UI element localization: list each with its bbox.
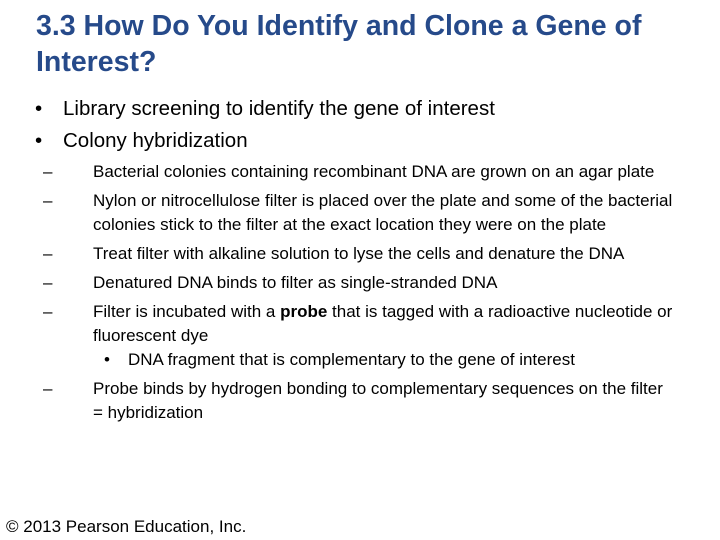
sub-bullet-text-start: Filter is incubated with a (93, 302, 281, 321)
sub-bullet-item (43, 377, 673, 425)
sub-bullet-text: Bacterial colonies containing recombinant DNA are grown on an agar plate (93, 162, 655, 181)
dash-marker: – (43, 379, 53, 398)
bullet-text: Library screening to identify the gene of interest (63, 97, 495, 120)
bullet-list (0, 96, 720, 430)
bullet-item (35, 128, 703, 160)
sub-bullet-item (43, 189, 673, 237)
sub-bullet-item (43, 242, 673, 266)
copyright-footer: © 2013 Pearson Education, Inc. (6, 517, 247, 536)
dash-marker: – (43, 273, 53, 292)
sub-bullet-text: Treat filter with alkaline solution to lyse the cells and denature the DNA (93, 244, 625, 263)
sub-bullet-text-end: that is tagged with a radioactive nucleotide or fluorescent dye (93, 302, 673, 345)
sub-bullet-text: Probe binds by hydrogen bonding to complementary sequences on the filter = hybridization (93, 379, 663, 422)
probe-keyword: probe (280, 302, 328, 321)
sub-bullet-text: Nylon or nitrocellulose filter is placed over the plate and some of the bacterial colonies stick to the filter at the exact location they were on the plate (93, 191, 673, 234)
bullet-marker: • (35, 129, 43, 152)
sub-sub-bullet-item (104, 348, 688, 372)
slide-title: 3.3 How Do You Identify and Clone a Gene of Interest? (36, 10, 642, 78)
dash-marker: – (43, 191, 53, 210)
dash-marker: – (43, 244, 53, 263)
bullet-text: Colony hybridization (63, 129, 248, 152)
bullet-item (35, 96, 703, 128)
sub-bullet-list (0, 160, 720, 425)
sub-bullet-item (43, 271, 673, 295)
bullet-marker: • (35, 97, 43, 120)
bullet-marker: • (104, 350, 110, 369)
sub-bullet-item (43, 300, 673, 348)
dash-marker: – (43, 302, 53, 321)
dash-marker: – (43, 162, 53, 181)
sub-bullet-item (43, 160, 673, 184)
sub-sub-bullet-text: DNA fragment that is complementary to the gene of interest (128, 350, 575, 369)
sub-bullet-text: Denatured DNA binds to filter as single-stranded DNA (93, 273, 498, 292)
